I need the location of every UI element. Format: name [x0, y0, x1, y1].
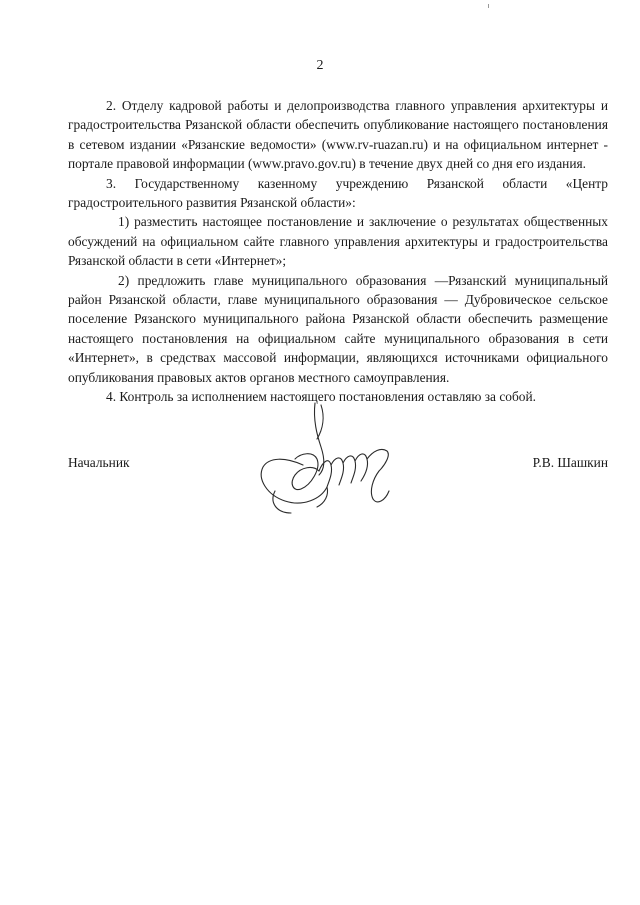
signatory-name: Р.В. Шашкин: [532, 455, 608, 470]
page-number: 2: [316, 58, 324, 73]
paragraph-3-1: 1) разместить настоящее постановление и заключение о результатах общественных обсуждений на официальном сайте главного управления архитектуры и градостроительства Рязанской области в сети «Интернет»;: [68, 214, 608, 269]
document-body: [68, 96, 608, 407]
scan-speck: [488, 4, 489, 8]
paragraph-4: 4. Контроль за исполнением настоящего постановления оставляю за собой.: [106, 389, 537, 405]
signatory-title: Начальник: [68, 455, 130, 470]
paragraph-3-2: 2) предложить главе муниципального образования —Рязанский муниципальный район Рязанской области, главе муниципального образования — Дубровическое сельское поселение Рязанского муниципального района Рязанской области обеспечить размещение настоящего постановления на официальном сайте муниципального образования в сети «Интернет», в средствах массовой информации, являющихся источниками официального опубликования правовых актов органов местного самоуправления.: [68, 272, 608, 385]
paragraph-3: 3. Государственному казенному учреждению Рязанской области «Центр градостроительного развития Рязанской области»:: [68, 175, 608, 211]
handwritten-signature: [255, 395, 415, 525]
paragraph-2: 2. Отделу кадровой работы и делопроизводства главного управления архитектуры и градостроительства Рязанской области обеспечить опубликование настоящего постановления в сетевом издании «Рязанские ведомости» (www.rv-ruazan.ru) и на официальном интернет - портале правовой информации (www.pravo.gov.ru) в течение двух дней со дня его издания.: [68, 98, 608, 172]
